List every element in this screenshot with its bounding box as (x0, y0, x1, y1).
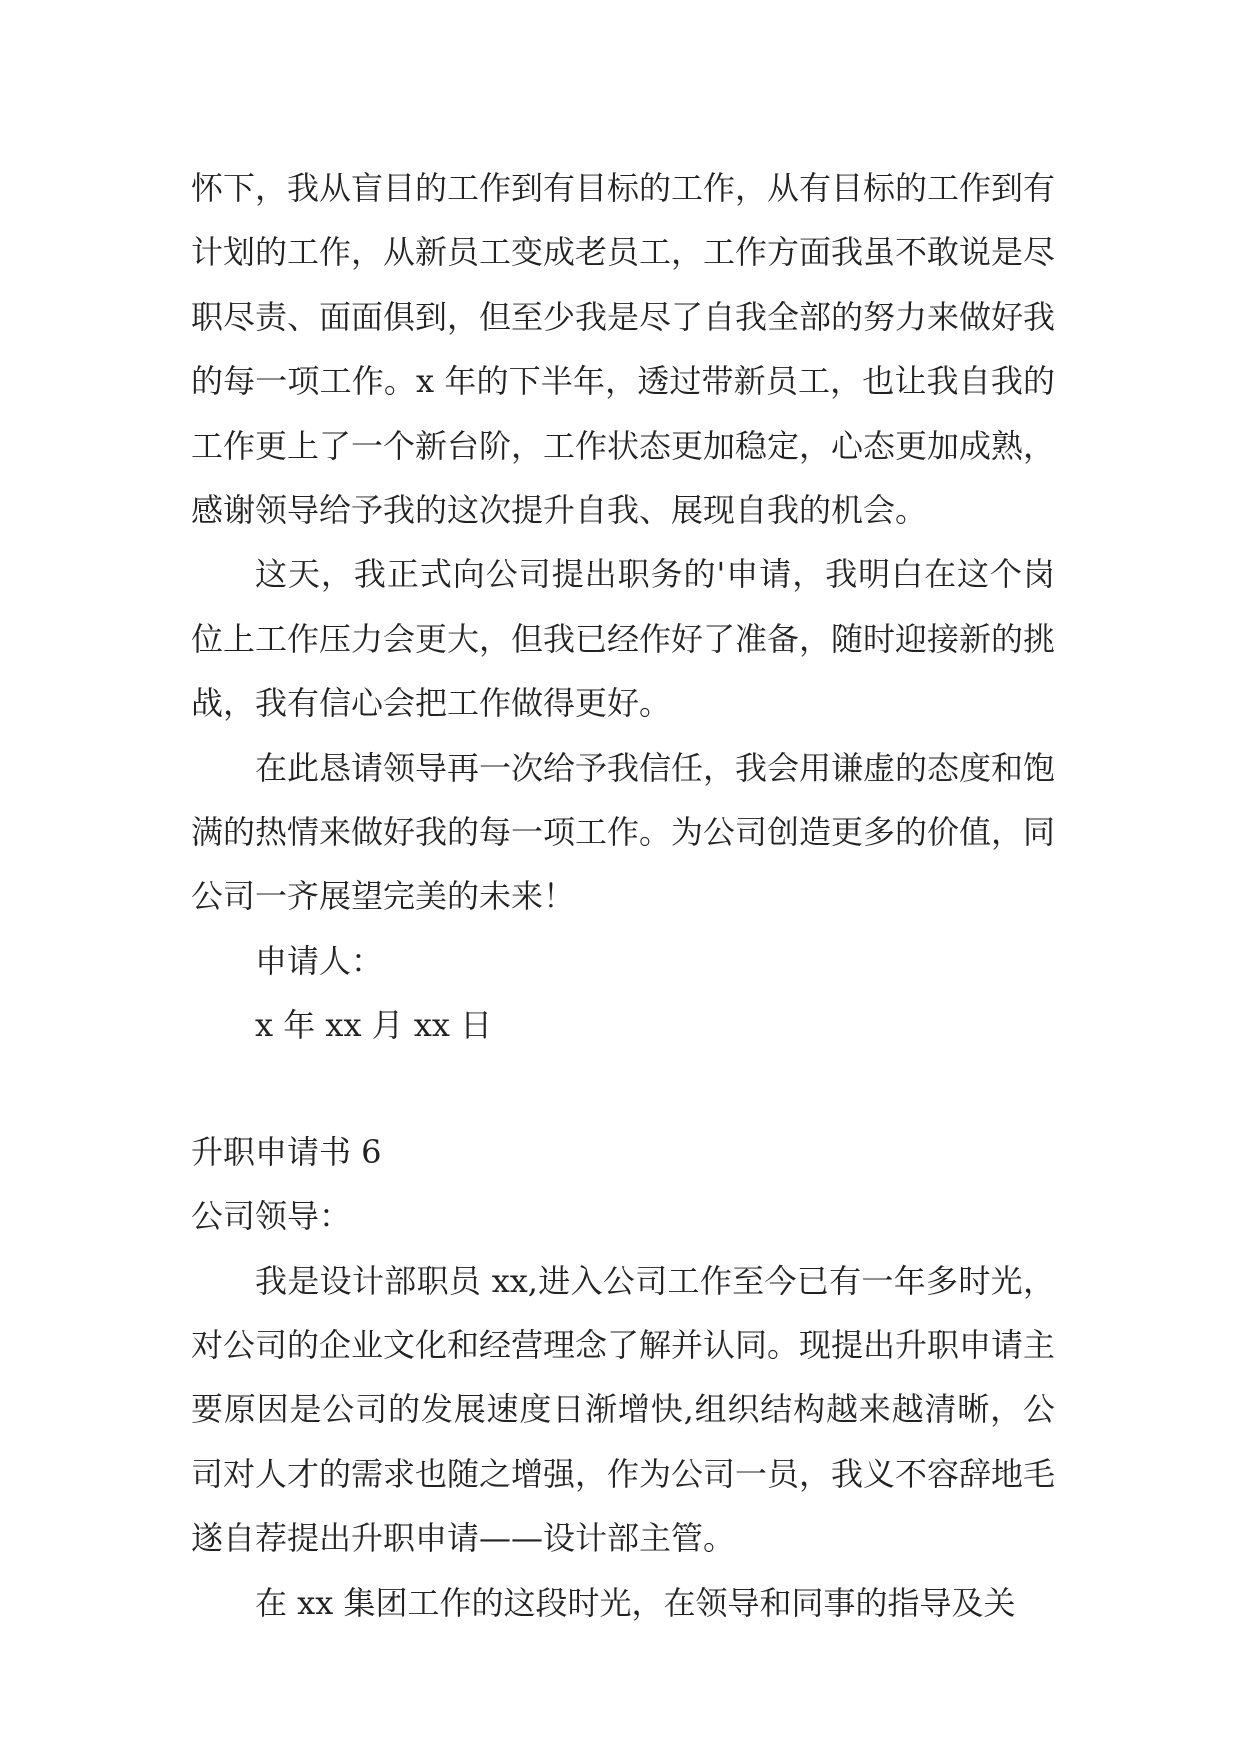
applicant-label: 申请人： (255, 941, 384, 980)
salutation: 公司领导： (191, 1197, 352, 1236)
paragraph-continued: 怀下，我从盲目的工作到有目标的工作，从有目标的工作到有计划的工作，从新员工变成老员工，工作方面我虽不敢说是尽职尽责、面面俱到，但至少我是尽了自我全部的努力来做好我的每一项工作。x 年的下半年，透过带新员工，也让我自我的工作更上了一个新台阶，工作状态更加稳定，心态更加成熟，感谢领导给予我的这次提升自我、展现自我的机会。 (191, 169, 1056, 530)
paragraph-work-period: 在 xx 集团工作的这段时光，在领导和同事的指导及关 (255, 1583, 1016, 1622)
paragraph-application: 这天，我正式向公司提出职务的'申请，我明白在这个岗位上工作压力会更大，但我已经作好了准备，随时迎接新的挑战，我有信心会把工作做得更好。 (191, 555, 1056, 723)
document-body (191, 156, 1055, 1635)
paragraph-request: 在此恳请领导再一次给予我信任，我会用谦虚的态度和饱满的热情来做好我的每一项工作。为公司创造更多的价值，同公司一齐展望完美的未来！ (191, 748, 1056, 916)
section-title: 升职申请书 6 (191, 1132, 382, 1171)
paragraph-introduction: 我是设计部职员 xx,进入公司工作至今已有一年多时光，对公司的企业文化和经营理念了解并认同。现提出升职申请主要原因是公司的发展速度日渐增快,组织结构越来越清晰，公司对人才的需求也随之增强，作为公司一员，我义不容辞地毛遂自荐提出升职申请——设计部主管。 (191, 1261, 1056, 1558)
section-gap (191, 1058, 1055, 1120)
date-line: x 年 xx 月 xx 日 (255, 1006, 493, 1045)
